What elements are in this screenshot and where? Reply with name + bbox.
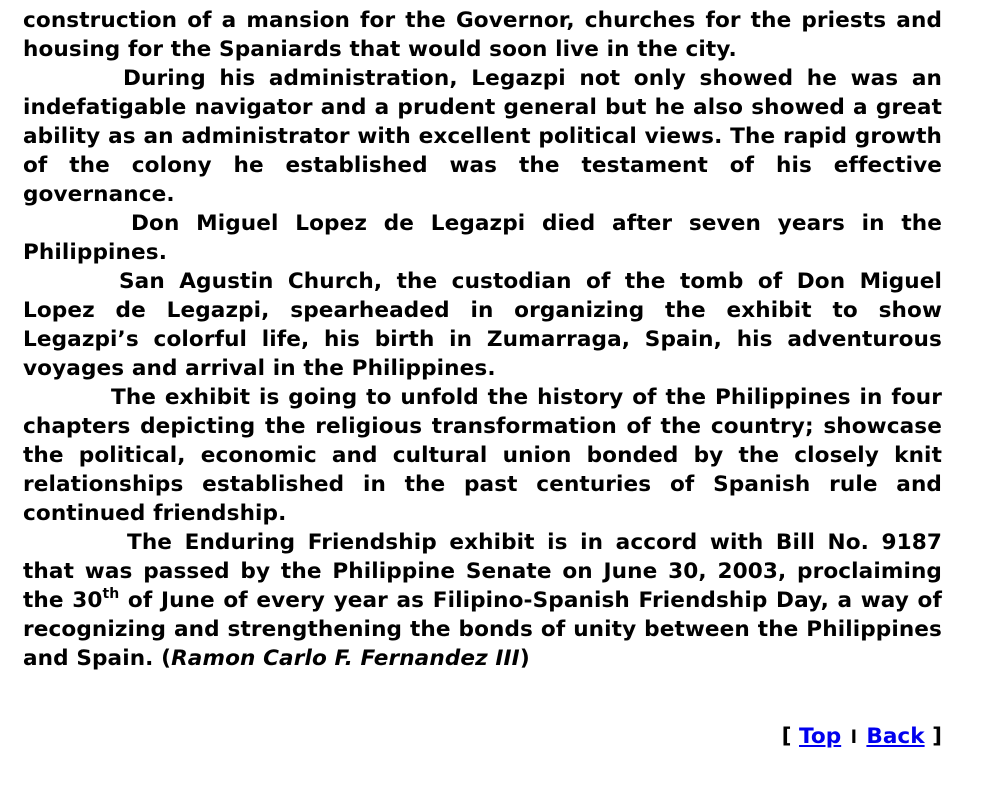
- page-navigation: [782, 722, 942, 752]
- article-body: [23, 6, 942, 673]
- paragraph-legazpi-death: Don Miguel Lopez de Legazpi died after seven years in the Philippines.: [23, 211, 942, 265]
- back-link[interactable]: Back: [866, 724, 925, 749]
- paragraph-mansion-construction: construction of a mansion for the Governor, churches for the priests and housing for the Spaniards that would soon live in the city.: [23, 8, 942, 62]
- paragraph-exhibit-chapters: The exhibit is going to unfold the history of the Philippines in four chapters depicting the religious transformation of the country; showcase the political, economic and cultural union bonded by the closely knit relationships established in the past centuries of Spanish rule and continued friendship.: [23, 385, 942, 526]
- friendship-day-text-end: of June of every year as Filipino-Spanish Friendship Day, a way of recognizing and strengthening the bonds of unity between the Philippines and Spain. (: [23, 588, 942, 671]
- nav-close-bracket: ]: [924, 724, 942, 749]
- nav-separator: l: [850, 727, 857, 748]
- nav-open-bracket: [: [781, 724, 800, 749]
- byline-closing-paren: ): [519, 646, 530, 671]
- paragraph-san-agustin-church: San Agustin Church, the custodian of the tomb of Don Miguel Lopez de Legazpi, spearheaded in organizing the exhibit to show Legazpi’s colorful life, his birth in Zumarraga, Spain, his adventurous voyages and arrival in the Philippines.: [23, 269, 942, 381]
- paragraph-legazpi-administration: During his administration, Legazpi not only showed he was an indefatigable navigator and a prudent general but he also showed a great ability as an administrator with excellent political views. The rapid growth of the colony he established was the testament of his effective governance.: [23, 66, 942, 207]
- friendship-day-text-start: The Enduring Friendship exhibit is in accord with Bill No. 9187 that was passed by the Philippine Senate on June 30, 2003, proclaiming the 30: [23, 530, 942, 613]
- paragraph-friendship-day: [23, 528, 942, 673]
- ordinal-superscript: th: [102, 585, 120, 602]
- top-link[interactable]: Top: [799, 724, 842, 749]
- author-byline: Ramon Carlo F. Fernandez III: [171, 646, 520, 671]
